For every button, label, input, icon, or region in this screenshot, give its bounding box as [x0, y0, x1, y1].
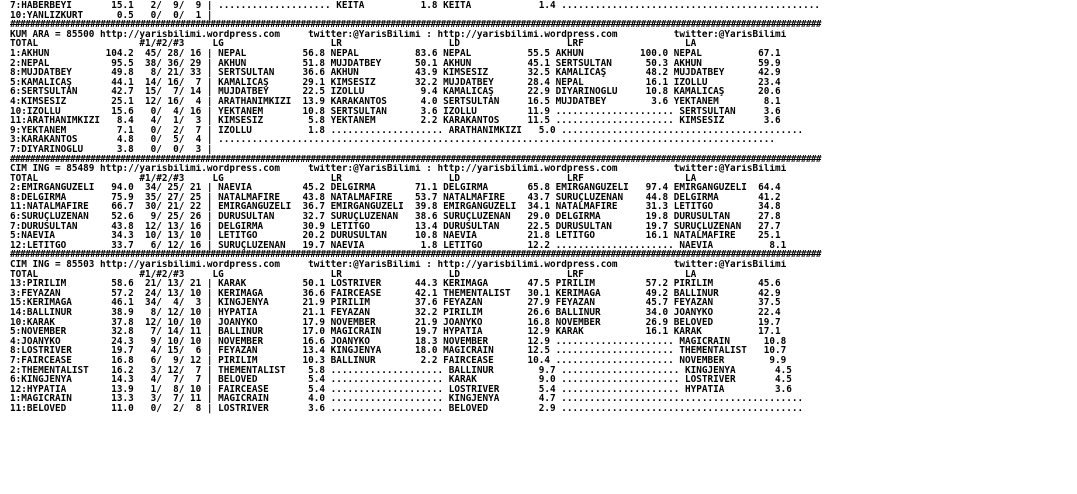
text-line: 10:YANLIZKURT 0.5 0/ 0/ 1 | [10, 10, 213, 21]
text-line: 12:LETITGO 33.7 6/ 12/ 16 | SURUÇLUZENAN 19.7 NAEVIA 1.8 LETITGO 12.2 ..................... NAEVIA 8.1 [10, 240, 787, 251]
text-line: 10:İZOLLU 15.6 0/ 4/ 16 | YEKTANEM 10.8 SERTSULTAN 3.6 İZOLLU 11.9 ..................... SERTSULTAN 3.6 [10, 106, 781, 117]
text-line: 12:HYPATIA 13.9 1/ 8/ 10 | FAIRCEASE 5.4 .................... LOSTRIVER 5.4 ..................... HYPATIA 3.6 [10, 384, 792, 395]
text-line: 5:NAEVIA 34.3 10/ 13/ 10 | LETITGO 20.2 DURUSULTAN 10.8 NAEVIA 21.8 LETITGO 16.1 NATALMAFIRE 25.1 [10, 231, 781, 241]
text-line: 11:ARATHANIMKIZI 8.4 4/ 1/ 3 | KİMSESİZ 5.8 YEKTANEM 2.2 KARAKANTOS 11.5 ..................... KİMSESİZ 3.6 [10, 116, 781, 126]
text-line: CIM ING = 85503 http://yarisbilimi.wordpress.com twitter:@YarisBilimi : http://yarisbilimi.wordpress.com twitter:@YarisBilimi [10, 260, 787, 270]
text-line: 14:BALLINUR 38.9 8/ 12/ 10 | HYPATIA 21.1 FEYAZAN 32.2 PIRILIM 26.6 BALLINUR 34.0 JOANYKO 22.4 [10, 308, 781, 318]
text-line: TOTAL #1/#2/#3 LG LR LD LRF LA [10, 39, 697, 49]
text-line: 6:SERTSULTAN 42.7 15/ 7/ 14 | MÜJDATBEY 22.5 İZOLLU 9.4 KAMALICAŞ 22.9 DİYARINOĞLU 10.8 KAMALICAŞ 20.6 [10, 87, 781, 97]
text-line: 8:MÜJDATBEY 49.8 8/ 21/ 33 | SERTSULTAN 36.6 AKHUN 43.9 KİMSESİZ 32.5 KAMALICAŞ 48.2 MÜJDATBEY 42.9 [10, 68, 781, 78]
text-line: TOTAL #1/#2/#3 LG LR LD LRF LA [10, 269, 697, 280]
text-line: 11:BELOVED 11.0 0/ 2/ 8 | LOSTRIVER 3.6 .................... BELOVED 2.9 ........................................... [10, 403, 804, 414]
separator-line: ################################################################################################################################################################## [10, 154, 821, 165]
text-line: CIM ING = 85489 http://yarisbilimi.wordpress.com twitter:@YarisBilimi : http://yarisbilimi.wordpress.com twitter:@YarisBilimi [10, 164, 787, 174]
text-line: 8:LOSTRIVER 19.7 4/ 15/ 6 | FEYAZAN 13.4 KINGJENYA 18.0 MAGICRAIN 12.5 ..................... THEMENTALIST 10.7 [10, 346, 787, 356]
text-line: 10:KARAK 37.8 12/ 10/ 10 | JOANYKO 17.9 NOVEMBER 21.9 JOANYKO 16.8 NOVEMBER 26.9 BELOVED 19.7 [10, 317, 781, 328]
text-line: 3:KARAKANTOS 4.8 0/ 5/ 4 | ................................................................................................... [10, 135, 776, 145]
separator-line: ################################################################################################################################################################## [10, 250, 821, 261]
text-line: KUM ARA = 85500 http://yarisbilimi.wordpress.com twitter:@YarisBilimi : http://yarisbilimi.wordpress.com twitter:@YarisBilimi [10, 29, 787, 40]
separator-line: ################################################################################################################################################################## [10, 20, 821, 30]
text-line: 1:MAGICRAIN 13.3 3/ 7/ 11 | MAGICRAIN 4.0 .................... KINGJENYA 4.7 ........................................... [10, 394, 804, 404]
text-line: 1:AKHUN 104.2 45/ 28/ 16 | NEPAL 56.8 NEPAL 83.6 NEPAL 55.5 AKHUN 100.0 NEPAL 67.1 [10, 48, 781, 59]
text-line: 6:KINGJENYA 14.3 4/ 7/ 7 | BELOVED 5.4 .................... KARAK 9.0 ..................... LOSTRIVER 4.5 [10, 375, 792, 385]
text-line: 5:NOVEMBER 32.8 7/ 14/ 11 | BALLINUR 17.0 MAGICRAIN 19.7 HYPATIA 12.9 KARAK 16.1 KARAK 17.1 [10, 327, 781, 337]
text-line: 7:HABERBEYİ 15.1 2/ 9/ 9 | .................... KEITA 1.8 KEITA 1.4 .............................................. [10, 1, 821, 11]
text-line: 7:FAIRCEASE 16.8 6/ 9/ 12 | PIRILIM 10.3 BALLINUR 2.2 FAIRCEASE 10.4 ..................... NOVEMBER 9.9 [10, 355, 787, 366]
text-line: 5:KAMALICAŞ 44.1 14/ 16/ 7 | KAMALICAŞ 29.1 KİMSESİZ 32.2 MÜJDATBEY 28.4 NEPAL 16.1 İZOLLU 23.4 [10, 77, 781, 88]
text-line: 7:DURUSULTAN 43.8 12/ 13/ 16 | DELGİRMA 30.9 LETITGO 13.4 DURUSULTAN 22.5 DURUSULTAN 19.7 SURUÇLUZENAN 27.7 [10, 221, 781, 232]
text-line: 7:DİYARINOĞLU 3.8 0/ 0/ 3 | [10, 144, 213, 155]
text-line: 3:FEYAZAN 57.2 24/ 13/ 10 | KERİMAGA 36.6 FAIRCEASE 42.1 THEMENTALIST 30.1 KERİMAGA 49.2 BALLINUR 42.9 [10, 288, 781, 299]
text-line: 2:THEMENTALIST 16.2 3/ 12/ 7 | THEMENTALIST 5.8 .................... BALLINUR 9.7 ..................... KINGJENYA 4.5 [10, 365, 792, 376]
text-line: 4:JOANYKO 24.3 9/ 10/ 10 | NOVEMBER 16.6 JOANYKO 18.3 NOVEMBER 12.9 ..................... MAGICRAIN 10.8 [10, 336, 787, 347]
text-line: 9:YEKTANEM 7.1 0/ 2/ 7 | İZOLLU 1.8 .................... ARATHANIMKIZI 5.0 ........................................... [10, 125, 804, 136]
text-line: TOTAL #1/#2/#3 LG LR LD LRF LA [10, 173, 697, 184]
text-line: 6:SURUÇLUZENAN 52.6 9/ 25/ 26 | DURUSULTAN 32.7 SURUÇLUZENAN 38.6 SURUÇLUZENAN 29.0 DELGİRMA 19.8 DURUSULTAN 27.8 [10, 212, 781, 222]
text-line: 15:KERİMAGA 46.1 34/ 4/ 3 | KINGJENYA 21.9 PIRILIM 37.6 FEYAZAN 27.9 FEYAZAN 45.7 FEYAZAN 37.5 [10, 298, 781, 308]
text-line: 11:NATALMAFIRE 66.7 30/ 21/ 22 | EMİRGANGÜZELİ 36.7 EMİRGANGÜZELİ 39.8 EMİRGANGÜZELİ 34.1 NATALMAFIRE 31.3 LETITGO 34.8 [10, 202, 781, 213]
text-line: 4:KİMSESİZ 25.1 12/ 16/ 4 | ARATHANIMKIZI 13.9 KARAKANTOS 4.0 SERTSULTAN 16.5 MÜJDATBEY 3.6 YEKTANEM 8.1 [10, 96, 781, 107]
text-line: 2:EMİRGANGÜZELİ 94.0 34/ 25/ 21 | NAEVIA 45.2 DELGİRMA 71.1 DELGİRMA 65.8 EMİRGANGÜZELİ 97.4 EMİRGANGÜZELİ 64.4 [10, 183, 781, 193]
text-line: 8:DELGİRMA 75.9 35/ 27/ 25 | NATALMAFIRE 43.8 NATALMAFIRE 53.7 NATALMAFIRE 43.7 SURUÇLUZENAN 44.8 DELGİRMA 41.2 [10, 192, 781, 203]
text-line: 2:NEPAL 95.5 38/ 36/ 29 | AKHUN 51.8 MÜJDATBEY 50.1 AKHUN 45.1 SERTSULTAN 50.3 AKHUN 59.9 [10, 58, 781, 69]
text-line: 13:PIRILIM 58.6 21/ 13/ 21 | KARAK 50.1 LOSTRIVER 44.3 KERİMAGA 47.5 PIRILIM 57.2 PIRILIM 45.6 [10, 279, 781, 289]
